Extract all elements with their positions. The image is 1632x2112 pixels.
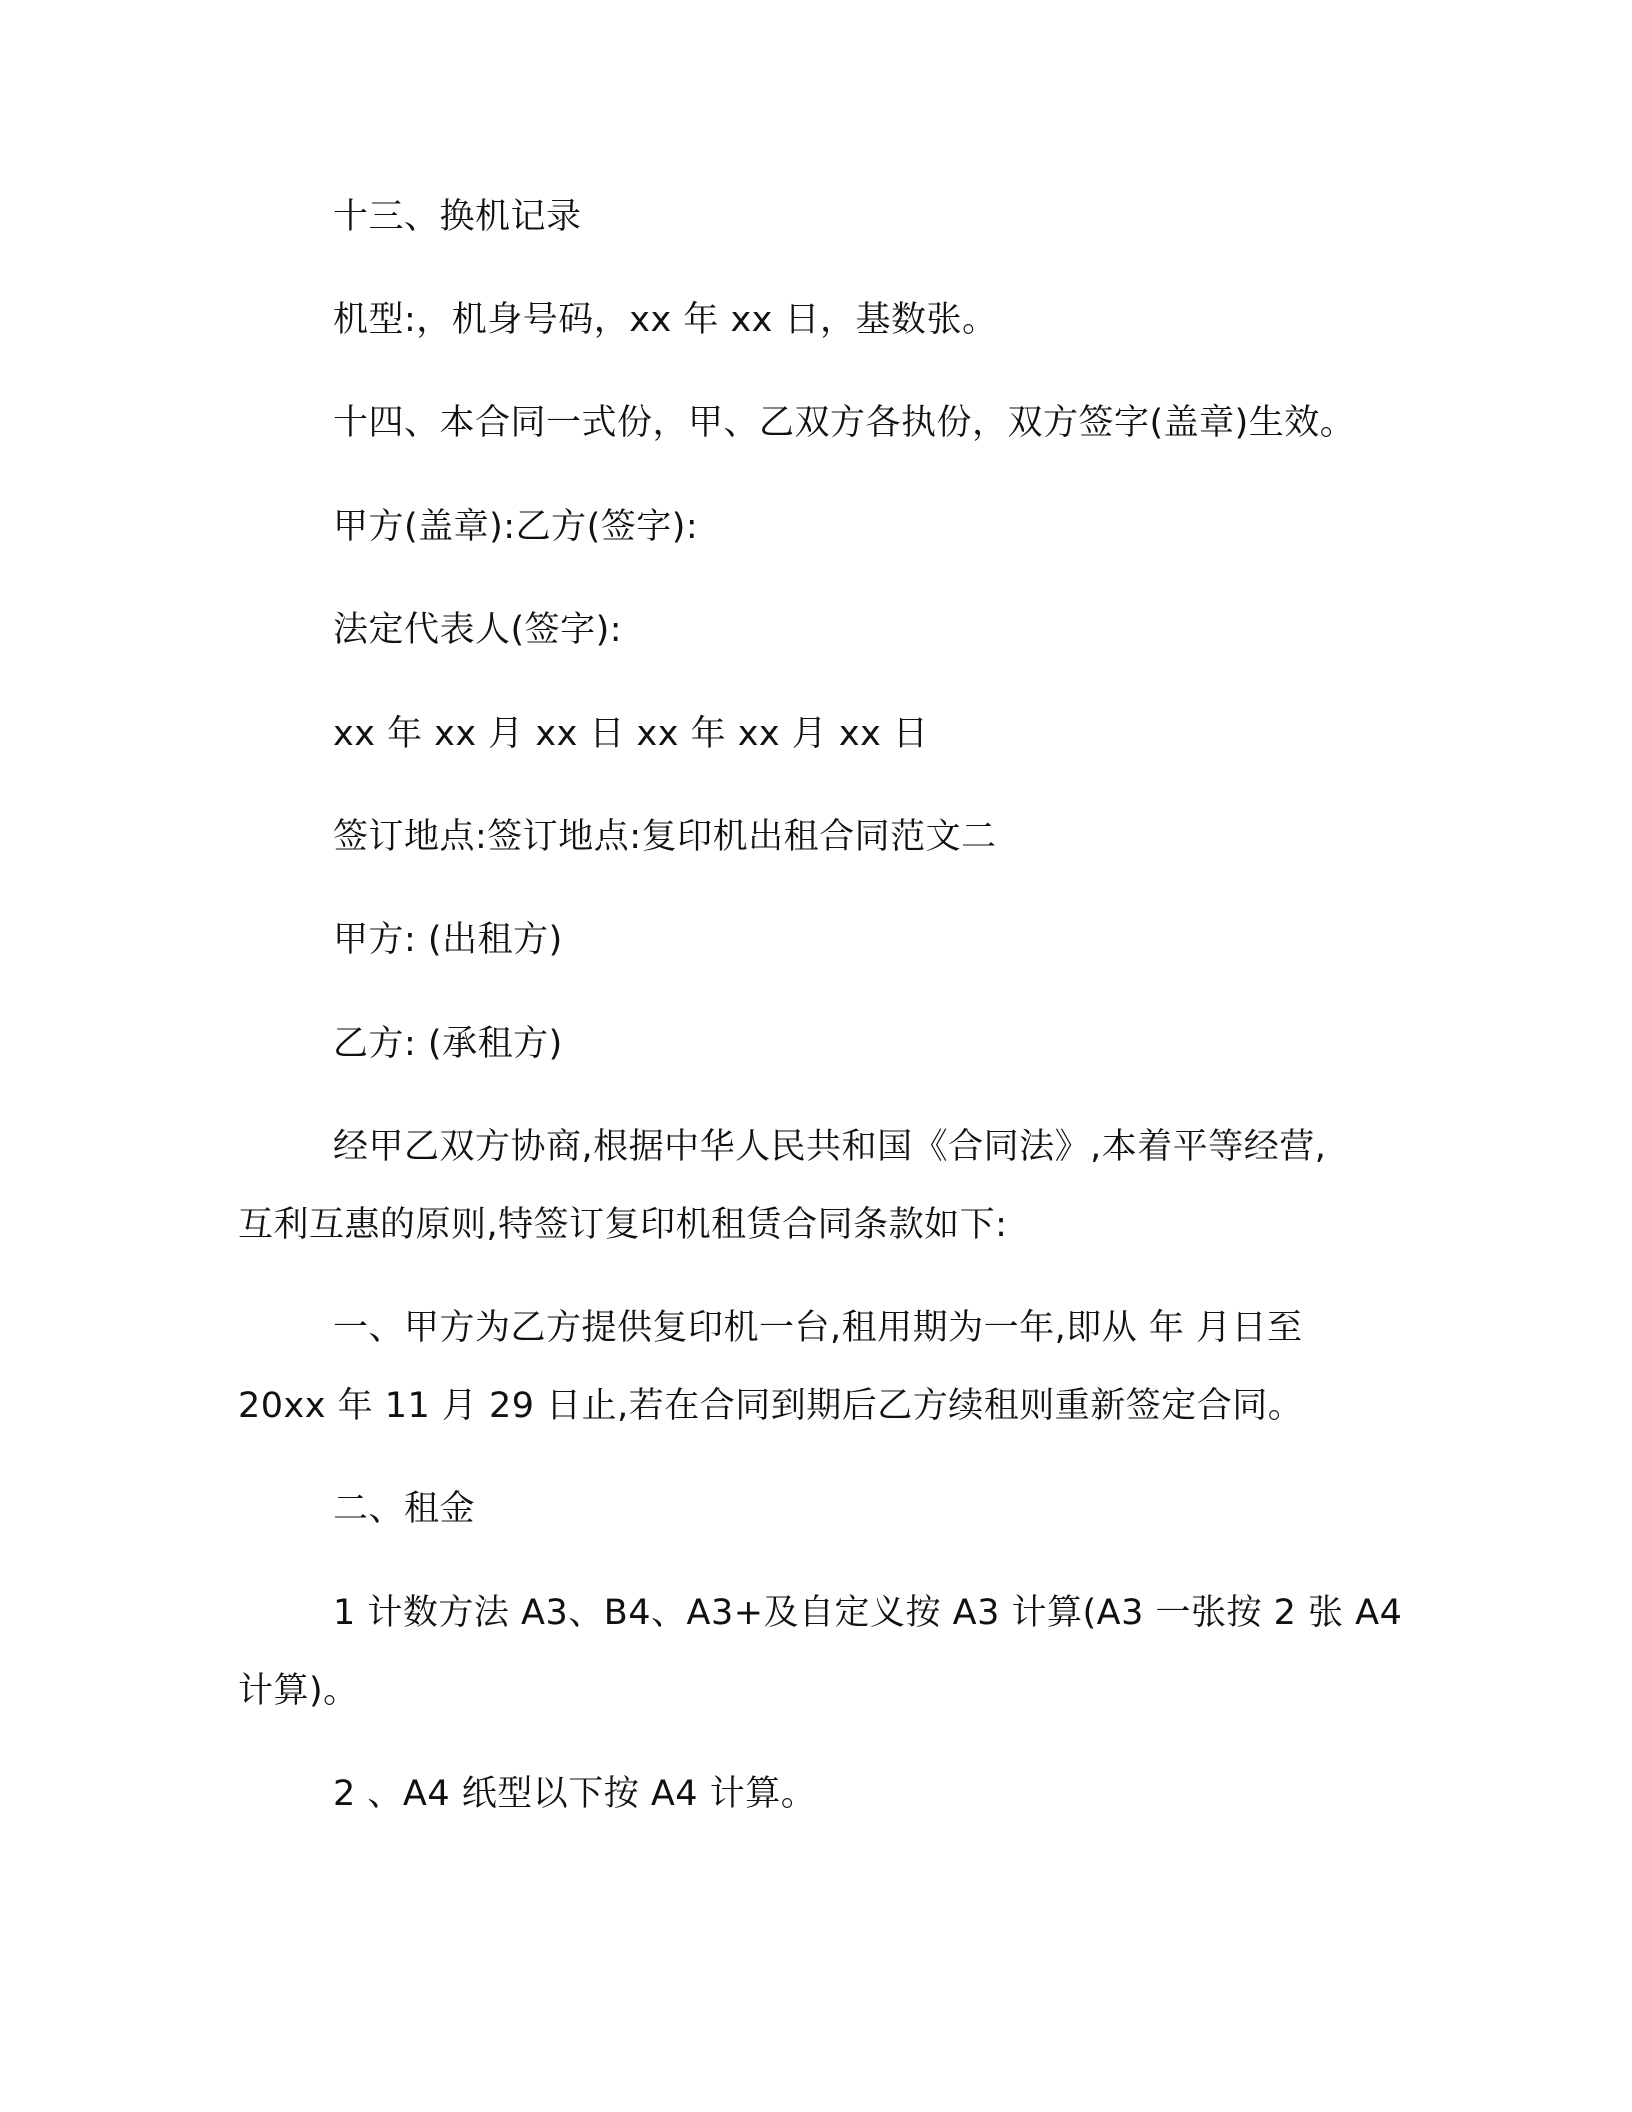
preamble-line-2: 互利互惠的原则,特签订复印机租赁合同条款如下: [238,1205,1008,1245]
party-a-line: 甲方: (出租方) [333,920,563,960]
rent-item-1-line-1: 1 计数方法 A3、B4、A3+及自定义按 A3 计算(A3 一张按 2 张 A4 [333,1593,1403,1633]
date-line: xx 年 xx 月 xx 日 xx 年 xx 月 xx 日 [333,714,929,754]
clause-2-heading: 二、租金 [333,1489,476,1529]
rent-item-2-line: 2 、A4 纸型以下按 A4 计算。 [333,1774,817,1814]
clause-1-line-1: 一、甲方为乙方提供复印机一台,租用期为一年,即从 年 月日至 [333,1308,1303,1348]
clause-1-line-2: 20xx 年 11 月 29 日止,若在合同到期后乙方续租则重新签定合同。 [238,1386,1304,1426]
legal-representative-line: 法定代表人(签字): [333,610,623,650]
preamble-line-1: 经甲乙双方协商,根据中华人民共和国《合同法》,本着平等经营, [333,1127,1327,1167]
section-13-heading: 十三、换机记录 [333,197,582,237]
party-b-line: 乙方: (承租方) [333,1024,563,1064]
machine-record-line: 机型:，机身号码，xx 年 xx 日，基数张。 [333,300,998,340]
party-seal-signature-line: 甲方(盖章):乙方(签字): [333,507,699,547]
signing-place-line: 签订地点:签订地点:复印机出租合同范文二 [333,817,997,857]
rent-item-1-line-2: 计算)。 [238,1671,359,1711]
section-14-line: 十四、本合同一式份，甲、乙双方各执份，双方签字(盖章)生效。 [333,403,1356,443]
